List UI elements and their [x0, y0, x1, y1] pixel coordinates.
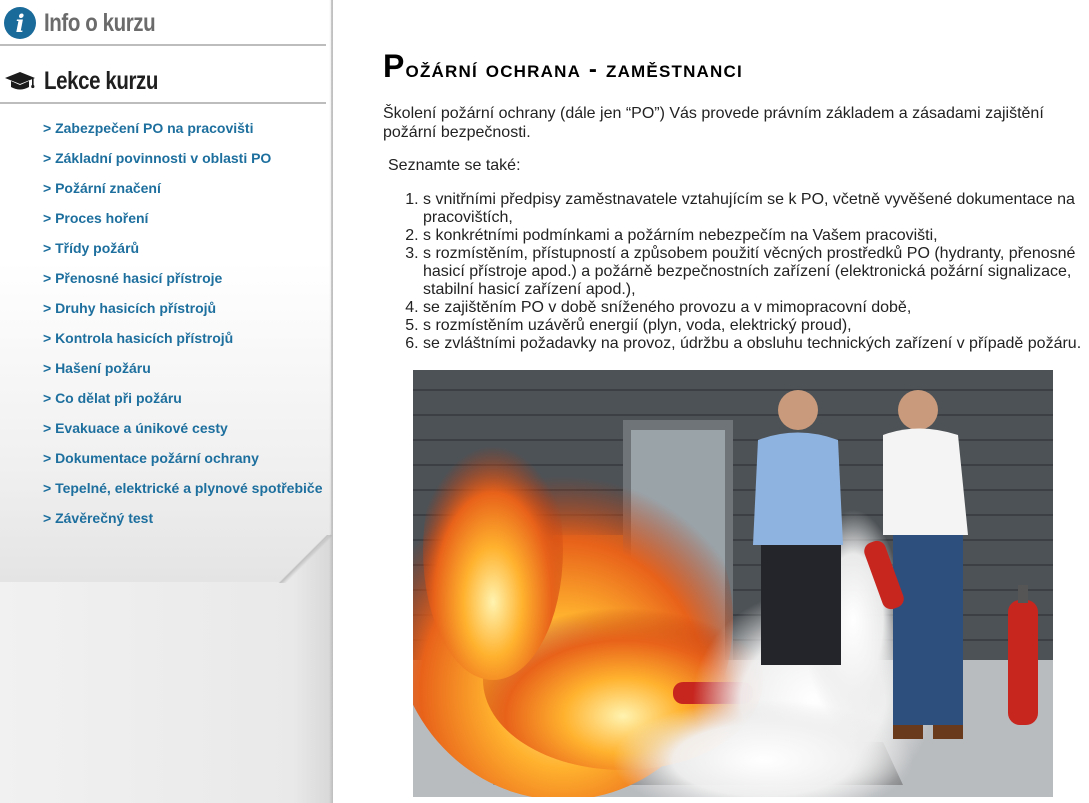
- photo-illustration: [413, 370, 1053, 797]
- requirement-item: 3. s rozmístěním, přístupností a způsobem použití věcných prostředků PO (hydranty, přenosné hasicí přístroje apod.) a požárně bezpečnostních zařízení (elektronická požární signalizace, stabilní hasicí zařízení apod.),: [423, 245, 1089, 299]
- lessons-divider: [0, 102, 326, 104]
- sidebar-edge-shadow: [329, 0, 333, 803]
- see-also-label: Seznamte se také:: [388, 157, 521, 174]
- requirement-item: 2. s konkrétními podmínkami a požárním nebezpečím na Vašem pracovišti,: [423, 227, 1089, 245]
- requirement-item: 4. se zajištěním PO v době sníženého provozu a v mimopracovní době,: [423, 299, 1089, 317]
- sidebar-lesson-link[interactable]: > Tepelné, elektrické a plynové spotřebiče: [43, 480, 323, 496]
- sidebar-lesson-link[interactable]: > Hašení požáru: [43, 360, 151, 376]
- sidebar-lesson-link[interactable]: > Druhy hasicích přístrojů: [43, 300, 217, 316]
- sidebar-lesson-link[interactable]: > Zabezpečení PO na pracovišti: [43, 120, 254, 136]
- sidebar-lesson-link[interactable]: > Základní povinnosti v oblasti PO: [43, 150, 272, 166]
- page-title-rest: ožární ochrana - zaměstnanci: [405, 56, 743, 83]
- lesson-nav: [43, 118, 322, 538]
- sidebar-lesson-link[interactable]: > Třídy požárů: [43, 240, 140, 256]
- graduation-cap-icon: [4, 69, 36, 93]
- lessons-section-header: [4, 64, 183, 98]
- page-title-initial: P: [383, 48, 406, 84]
- sidebar-lesson-link[interactable]: > Proces hoření: [43, 210, 149, 226]
- sidebar-lesson-link[interactable]: > Evakuace a únikové cesty: [43, 420, 228, 436]
- info-divider: [0, 44, 326, 46]
- sidebar-lesson-link[interactable]: > Požární značení: [43, 180, 161, 196]
- fire-extinguisher-training-photo: [413, 370, 1053, 797]
- requirement-item: 6. se zvláštními požadavky na provoz, údržbu a obsluhu technických zařízení v případě požáru.: [423, 335, 1089, 353]
- intro-paragraph: Školení požární ochrany (dále jen “PO”) Vás provede právním základem a zásadami zajištění požární bezpečnosti.: [383, 105, 1044, 141]
- sidebar-lesson-link[interactable]: > Závěrečný test: [43, 510, 154, 526]
- sidebar-lesson-link[interactable]: > Co dělat při požáru: [43, 390, 182, 406]
- page-title: [383, 48, 743, 85]
- requirement-item: 1. s vnitřními předpisy zaměstnavatele vztahujícím se k PO, včetně vyvěšené dokumentace na pracovištích,: [423, 191, 1089, 227]
- lessons-section-title: Lekce kurzu: [44, 66, 158, 95]
- requirement-item: 5. s rozmístěním uzávěrů energií (plyn, voda, elektrický proud),: [423, 317, 1089, 335]
- info-section-header[interactable]: [4, 6, 180, 40]
- sidebar: [0, 0, 333, 803]
- info-icon: i: [4, 7, 36, 39]
- info-section-title[interactable]: Info o kurzu: [44, 8, 156, 37]
- sidebar-lesson-link[interactable]: > Kontrola hasicích přístrojů: [43, 330, 234, 346]
- requirements-list: [405, 191, 1089, 353]
- sidebar-lesson-link[interactable]: > Přenosné hasicí přístroje: [43, 270, 223, 286]
- sidebar-lesson-link[interactable]: > Dokumentace požární ochrany: [43, 450, 259, 466]
